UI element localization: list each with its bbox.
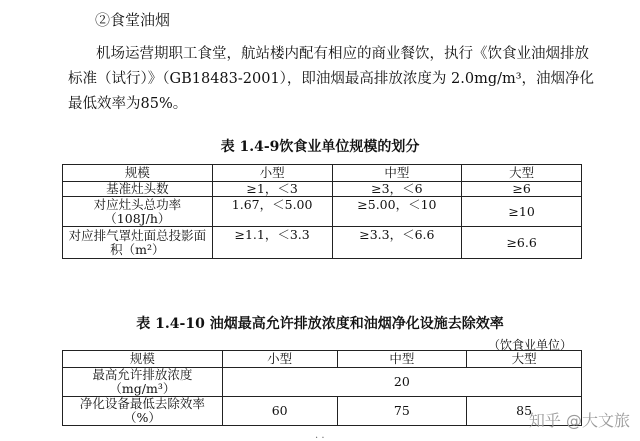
section-heading: ②食堂油烟 <box>95 11 171 29</box>
table-row <box>63 227 582 259</box>
table-cell: ≥6.6 <box>462 227 582 259</box>
row-label: 对应灶头总功率（108J/h） <box>63 197 213 227</box>
table-cell: ≥3.3，＜6.6 <box>332 227 462 259</box>
header-cell: 大型 <box>462 165 582 182</box>
emission-limit-table <box>62 350 582 426</box>
body-paragraph <box>68 42 598 117</box>
row-label: 净化设备最低去除效率（%） <box>63 397 223 426</box>
row-label: 基准灶头数 <box>63 182 213 197</box>
unit-note: （饮食业单位） <box>487 338 572 352</box>
table-cell: 60 <box>222 397 337 426</box>
header-cell: 规模 <box>63 165 213 182</box>
table-row <box>63 182 582 197</box>
table-cell: ≥10 <box>462 197 582 227</box>
table-cell: ≥3，＜6 <box>332 182 462 197</box>
header-cell: 中型 <box>337 351 467 368</box>
table-cell: ≥6 <box>462 182 582 197</box>
table-row <box>63 397 582 426</box>
row-label: 对应排气罩灶面总投影面积（m²） <box>63 227 213 259</box>
table1-caption: 表 1.4-9饮食业单位规模的划分 <box>220 139 420 155</box>
header-cell: 小型 <box>212 165 332 182</box>
table2-caption: 表 1.4-10 油烟最高允许排放浓度和油烟净化设施去除效率 <box>136 316 504 332</box>
header-cell: 中型 <box>332 165 462 182</box>
scale-classification-table <box>62 164 582 259</box>
table-row <box>63 368 582 397</box>
table-header-row <box>63 351 582 368</box>
header-cell: 小型 <box>222 351 337 368</box>
table-cell: ≥1，＜3 <box>212 182 332 197</box>
row-label: 最高允许排放浓度（mg/m³） <box>63 368 223 397</box>
table-cell: 85 <box>467 397 582 426</box>
table-cell: 1.67，＜5.00 <box>212 197 332 227</box>
table-row <box>63 197 582 227</box>
header-cell: 规模 <box>63 351 223 368</box>
paragraph-text: 机场运营期职工食堂，航站楼内配有相应的商业餐饮，执行《饮食业油烟排放标准（试行）》（GB18483-2001），即油烟最高排放浓度为 2.0mg/m³，油烟净化最低效率为85%。 <box>68 46 595 112</box>
page-marker: . . <box>315 430 325 441</box>
table-header-row <box>63 165 582 182</box>
table-cell: ≥5.00，＜10 <box>332 197 462 227</box>
table-cell: ≥1.1，＜3.3 <box>212 227 332 259</box>
watermark: 知乎 @大文旅 <box>528 411 630 430</box>
table-cell: 20 <box>222 368 581 397</box>
header-cell: 大型 <box>467 351 582 368</box>
table-cell: 75 <box>337 397 467 426</box>
